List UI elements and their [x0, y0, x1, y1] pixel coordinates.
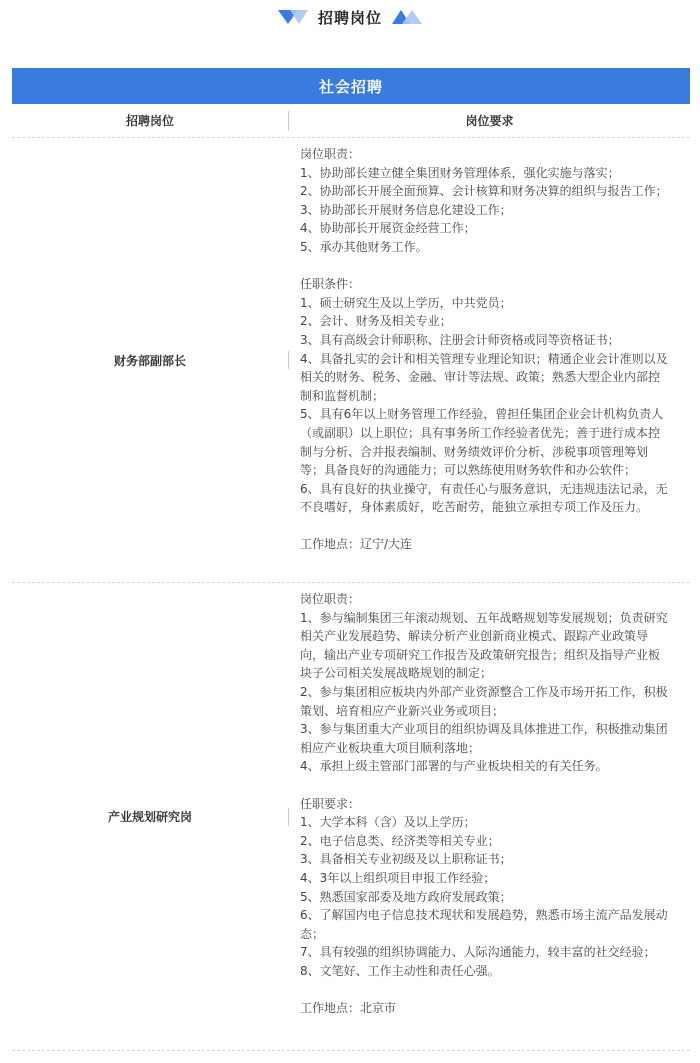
- condition-item: 3、具有高级会计师职称、注册会计师资格或同等资格证书；: [300, 332, 620, 347]
- duty-item: 相关产业发展趋势、解读分析产业创新商业模式、跟踪产业政策导: [300, 629, 649, 644]
- duty-item: 块子公司相关发展战略规划的制定；: [300, 666, 493, 681]
- condition-item: 2、会计、财务及相关专业；: [300, 314, 452, 329]
- condition-item: 1、大学本科（含）及以上学历；: [300, 815, 476, 830]
- column-header-requirements: 岗位要求: [465, 114, 514, 128]
- duty-item: 4、协助部长开展资金经营工作；: [300, 221, 476, 236]
- triangle-right-icon: [392, 8, 422, 26]
- duty-item: 2、参与集团相应板块内外部产业资源整合工作及市场开拓工作，积极: [300, 684, 668, 699]
- duty-item: 1、参与编制集团三年滚动规划、五年战略规划等发展规划；负责研究: [300, 610, 668, 625]
- condition-item: 5、具有6年以上财务管理工作经验，曾担任集团企业会计机构负责人: [300, 407, 664, 422]
- requirements-cell: [289, 583, 690, 1050]
- condition-item: 5、熟悉国家部委及地方政府发展政策；: [300, 889, 512, 904]
- condition-item: （或副职）以上职位；具有事务所工作经验者优先；善于进行成本控: [300, 425, 661, 440]
- condition-item: 6、具有良好的执业操守，有责任心与服务意识，无违规违法记录，无: [300, 481, 668, 496]
- section-title: 招聘岗位: [317, 8, 382, 27]
- condition-item: 2、电子信息类、经济类等相关专业；: [300, 833, 500, 848]
- condition-item: 等；具备良好的沟通能力；可以熟练使用财务软件和办公软件；: [300, 463, 637, 478]
- duty-item: 策划、培育相应产业新兴业务或项目；: [300, 703, 505, 718]
- duties-title: 岗位职责：: [300, 592, 361, 606]
- duty-item: 2、协助部长开展全面预算、会计核算和财务决算的组织与报告工作；: [300, 184, 668, 199]
- condition-item: 6、了解国内电子信息技术现状和发展趋势，熟悉市场主流产品发展动: [300, 908, 668, 923]
- condition-item: 1、硕士研究生及以上学历，中共党员；: [300, 295, 512, 310]
- condition-item: 制与分析、合并报表编制、财务绩效评价分析、涉税事项管理筹划: [300, 444, 649, 459]
- condition-item: 8、文笔好、工作主动性和责任心强。: [300, 963, 500, 978]
- condition-item: 不良嗜好，身体素质好，吃苦耐劳，能独立承担专项工作及压力。: [300, 500, 649, 515]
- triangle-left-icon: [278, 8, 308, 26]
- position-name: 产业规划研究岗: [107, 810, 192, 824]
- duty-item: 5、承办其他财务工作。: [300, 239, 428, 254]
- condition-item: 4、具备扎实的会计和相关管理专业理论知识；精通企业会计准则以及: [300, 351, 668, 366]
- condition-item: 制和监督机制；: [300, 388, 385, 403]
- duty-item: 3、参与集团重大产业项目的组织协调及具体推进工作，积极推动集团: [300, 722, 668, 737]
- duty-item: 相应产业板块重大项目顺利落地；: [300, 740, 481, 755]
- work-location: 工作地点：辽宁/大连: [300, 537, 413, 552]
- duty-item: 4、承担上级主管部门部署的与产业板块相关的有关任务。: [300, 759, 608, 774]
- recruitment-table: [12, 68, 690, 1051]
- condition-item: 态；: [300, 926, 325, 941]
- duty-item: 向，输出产业专项研究工作报告及政策研究报告；组织及指导产业板: [300, 647, 661, 662]
- position-name: 财务部副部长: [113, 353, 186, 368]
- condition-item: 相关的财务、税务、金融、审计等法规、政策；熟悉大型企业内部控: [300, 370, 661, 385]
- condition-item: 4、3年以上组织项目申报工作经验；: [300, 870, 496, 885]
- section-heading: [0, 5, 700, 29]
- work-location: 工作地点：北京市: [300, 1001, 397, 1016]
- duty-item: 1、协助部长建立健全集团财务管理体系，强化实施与落实；: [300, 165, 620, 180]
- duties-title: 岗位职责：: [300, 147, 361, 161]
- condition-item: 7、具有较强的组织协调能力、人际沟通能力，较丰富的社交经验；: [300, 945, 656, 960]
- condition-item: 3、具备相关专业初级及以上职称证书；: [300, 852, 512, 867]
- table-header-row: [12, 104, 690, 138]
- duty-item: 3、协助部长开展财务信息化建设工作；: [300, 202, 512, 217]
- table-row: [12, 138, 690, 583]
- table-row: [12, 583, 690, 1051]
- column-header-position: 招聘岗位: [125, 114, 174, 128]
- conditions-title: 任职条件：: [300, 277, 361, 292]
- requirements-cell: [289, 138, 690, 582]
- conditions-title: 任职要求：: [300, 796, 361, 811]
- table-title: 社会招聘: [12, 68, 690, 104]
